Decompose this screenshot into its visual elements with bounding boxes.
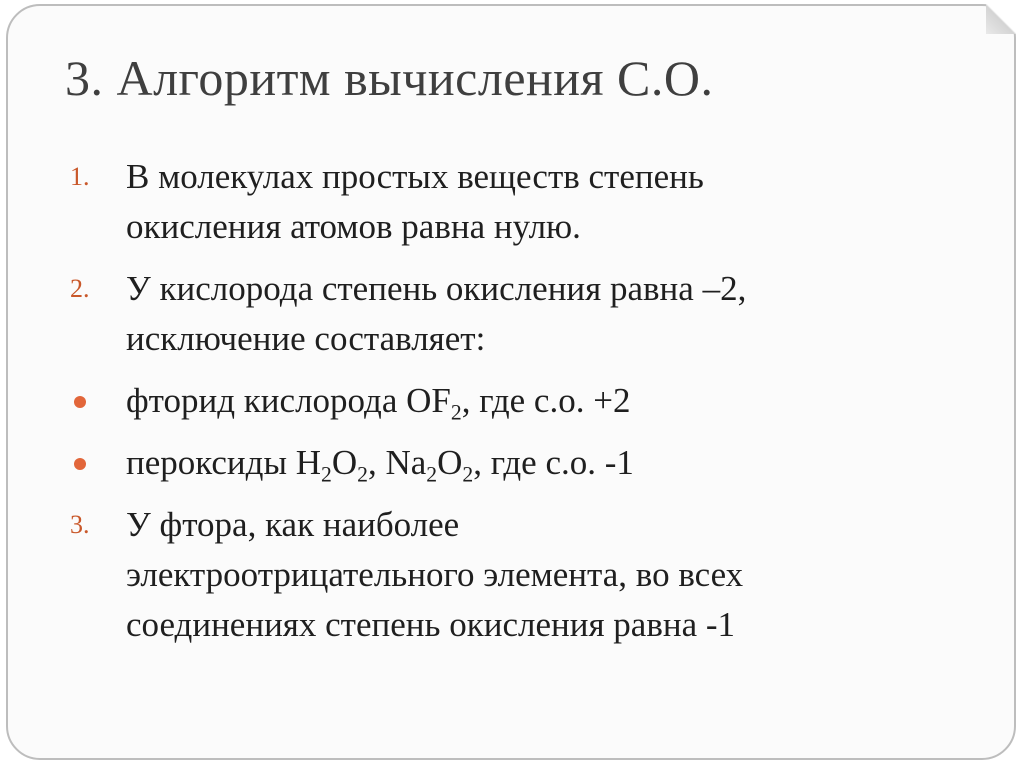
list-item-3-line-2: электроотрицательного элемента, во всех (126, 555, 744, 594)
formula-text: , Na (367, 443, 427, 482)
bullet-item-oxygen-fluoride (8, 376, 1014, 426)
list-number-1: 1. (70, 162, 90, 191)
list-item-2-line-2: исключение составляет: (126, 319, 486, 358)
list-item-1 (8, 152, 1014, 252)
bullet-item-peroxides (8, 438, 1014, 488)
formula-text: O (437, 443, 463, 482)
list-number-3: 3. (70, 510, 90, 539)
subscript: 2 (321, 462, 332, 487)
bullet-dot-icon (74, 396, 86, 408)
slide (6, 4, 1016, 760)
subscript: 2 (357, 462, 368, 487)
list-item-3-line-1: У фтора, как наиболее (126, 505, 460, 544)
algorithm-list (8, 152, 1014, 662)
page-curl-decoration (986, 4, 1016, 34)
bullet-dot-icon (74, 458, 86, 470)
formula-text: , где с.о. +2 (461, 381, 631, 420)
list-item-1-line-1: В молекулах простых веществ степень (126, 157, 704, 196)
formula-text: O (331, 443, 358, 482)
formula-text: пероксиды H (126, 443, 322, 482)
slide-title: 3. Алгоритм вычисления С.О. (65, 50, 714, 106)
formula-text: , где с.о. -1 (473, 443, 634, 482)
list-item-3 (8, 500, 1014, 650)
bullet-item-peroxides-text (126, 438, 974, 488)
subscript: 2 (462, 462, 474, 487)
list-item-2-line-1: У кислорода степень окисления равна –2, (126, 269, 747, 308)
subscript: 2 (426, 462, 438, 487)
bullet-item-oxygen-fluoride-text (126, 376, 974, 426)
list-item-2 (8, 264, 1014, 364)
list-item-3-line-3: соединениях степень окисления равна -1 (126, 605, 736, 644)
list-number-2: 2. (70, 274, 90, 303)
list-item-1-line-2: окисления атомов равна нулю. (126, 207, 581, 246)
formula-text: фторид кислорода OF (126, 381, 451, 420)
subscript: 2 (450, 400, 462, 425)
